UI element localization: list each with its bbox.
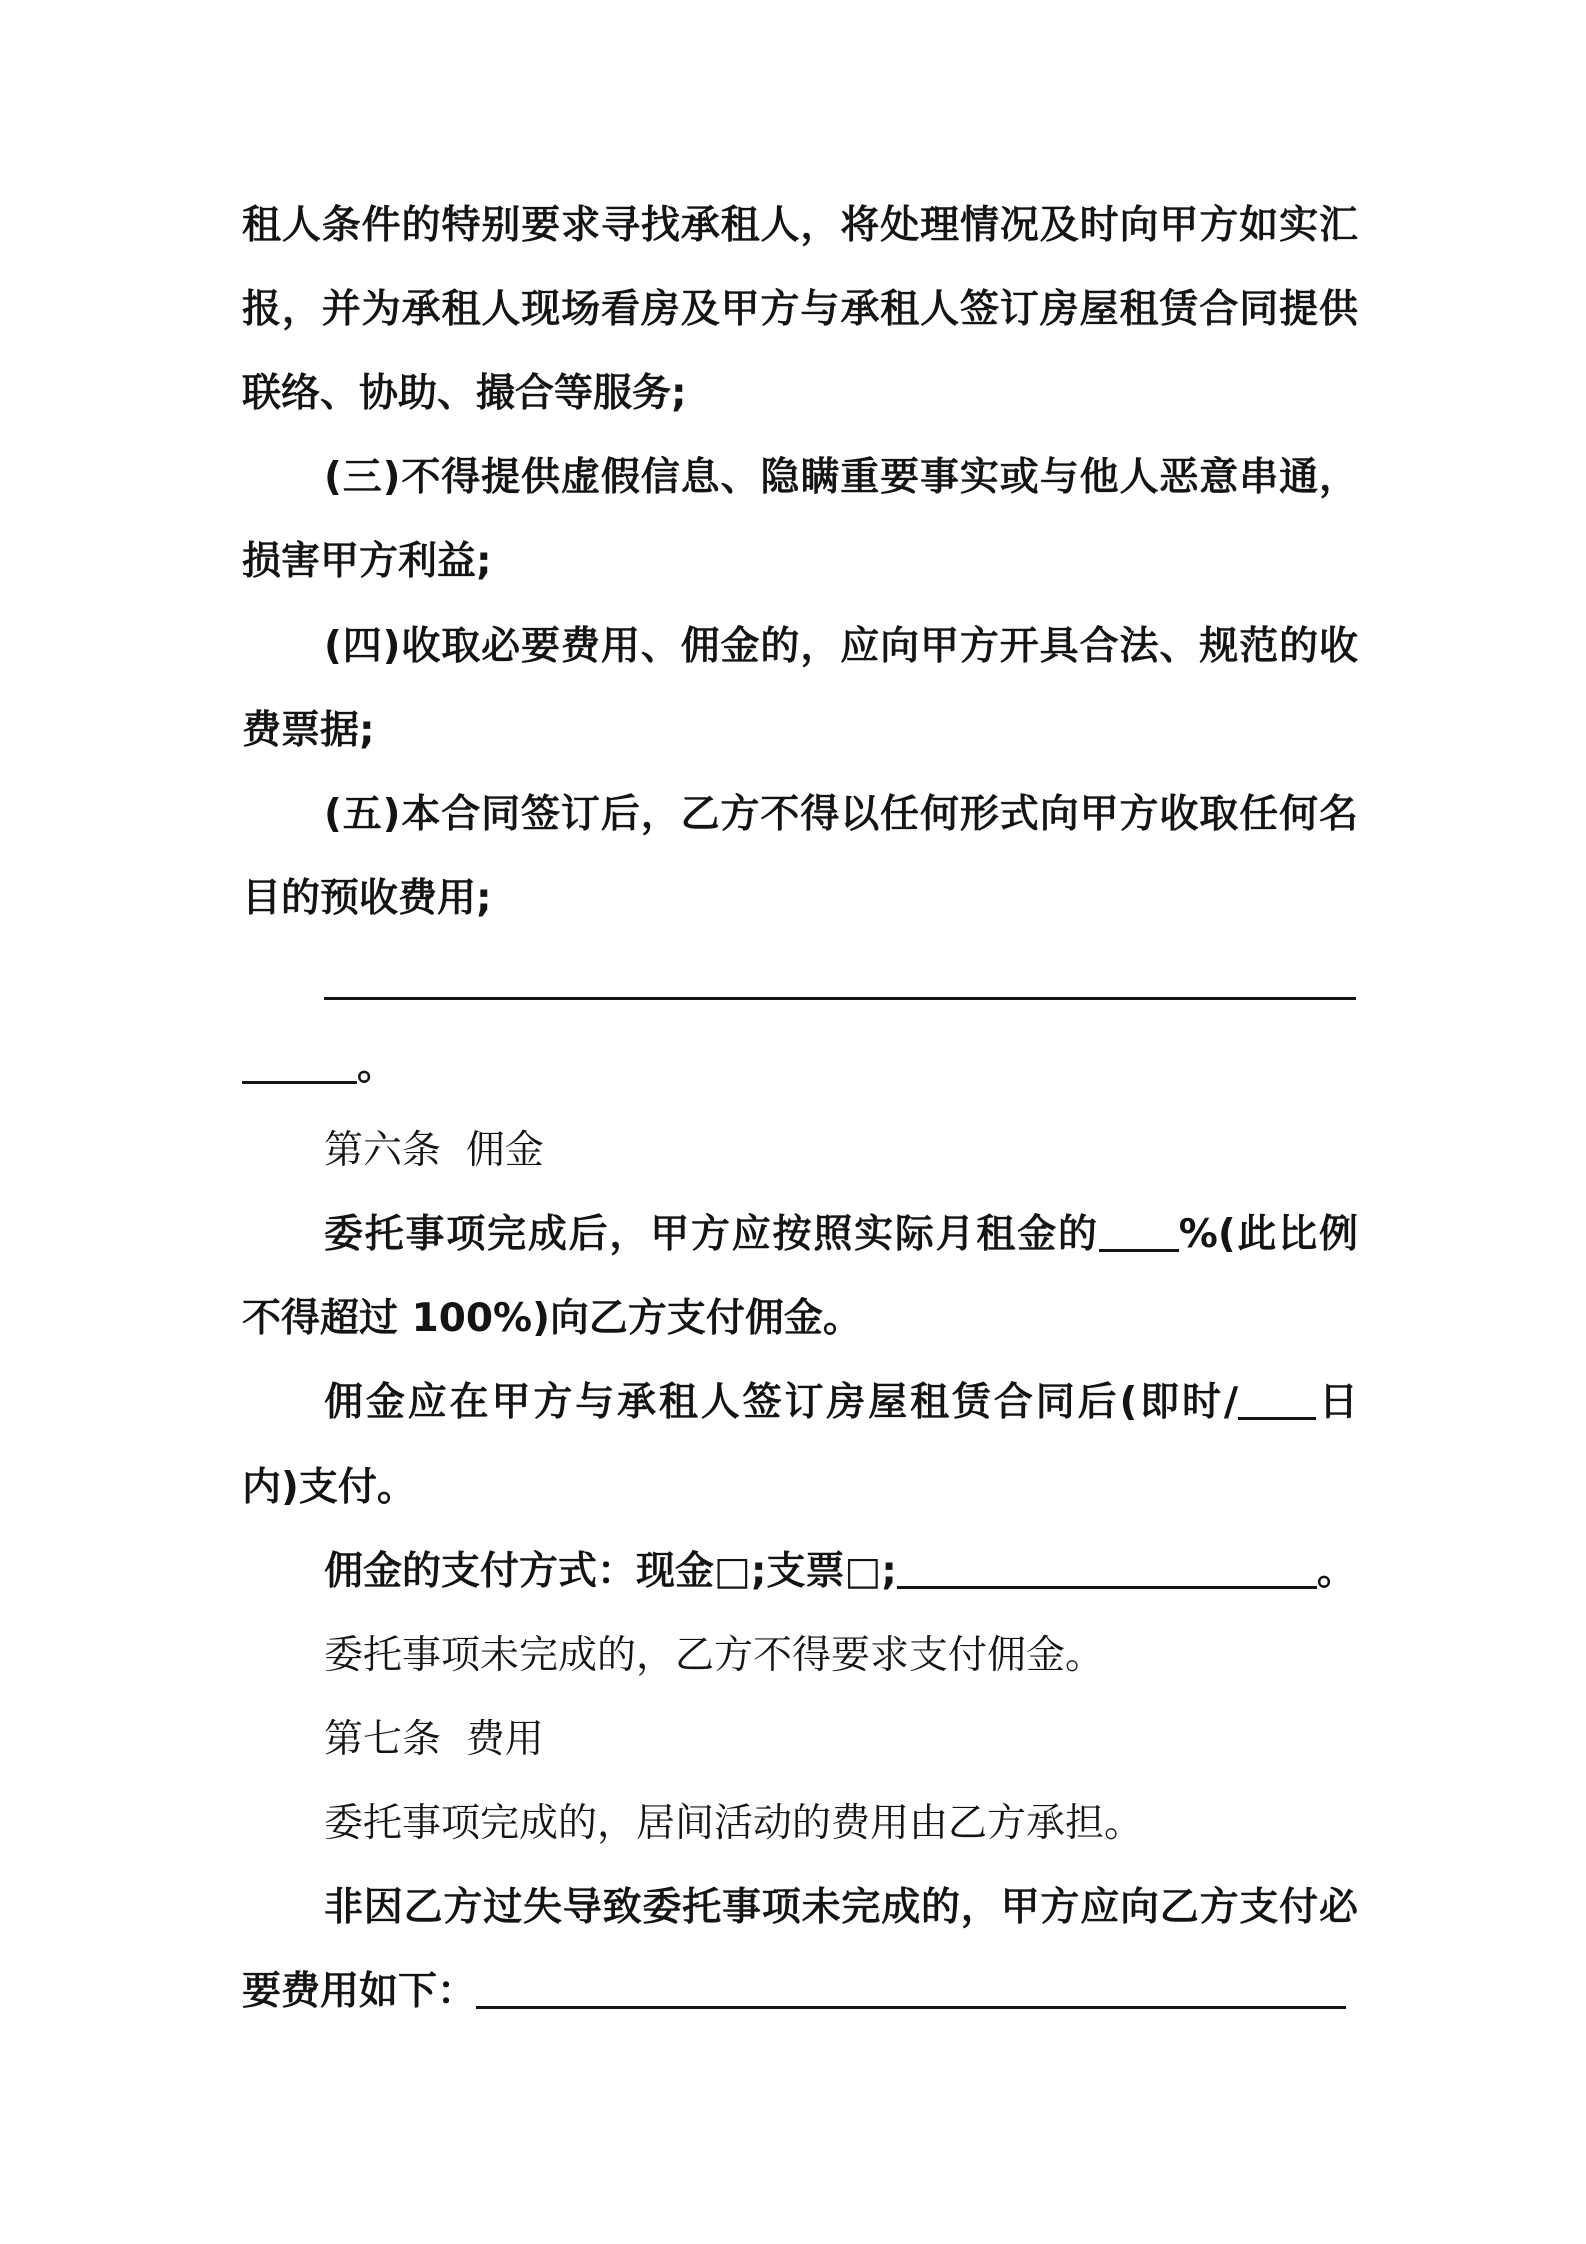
clause-5-item-2-line-1: 租人条件的特别要求寻找承租人，将处理情况及时向甲方如实汇	[242, 203, 1358, 248]
article-6-rate-line-2: 不得超过 100%)向乙方支付佣金。	[242, 1296, 862, 1341]
clause-5-item-4-line-1: (四)收取必要费用、佣金的，应向甲方开具合法、规范的收	[324, 624, 1358, 669]
article-7-not-completed-line-2	[242, 1950, 1358, 2034]
article-6-timing-line-1	[324, 1361, 1358, 1445]
clause-5-item-4-line-2: 费票据;	[242, 708, 375, 753]
clause-5-item-2-line-2: 报，并为承租人现场看房及甲方与承租人签订房屋租赁合同提供	[242, 287, 1358, 332]
timing-text-before: 佣金应在甲方与承租人签订房屋租赁合同后(即时/	[324, 1380, 1239, 1425]
article-7-not-completed-line-1: 非因乙方过失导致委托事项未完成的，甲方应向乙方支付必	[324, 1885, 1358, 1930]
article-6-incomplete-line: 委托事项未完成的，乙方不得要求支付佣金。	[324, 1633, 1105, 1678]
clause-5-item-5-line-2: 目的预收费用;	[242, 876, 492, 921]
rate-percent-blank	[1099, 1248, 1179, 1252]
payment-method-blank	[897, 1585, 1317, 1589]
clause-5-item-3-line-1: (三)不得提供虚假信息、隐瞒重要事实或与他人恶意串通，	[324, 455, 1358, 500]
article-6-timing-line-2: 内)支付。	[242, 1465, 416, 1510]
article-6-rate-line-1	[324, 1193, 1358, 1277]
fill-in-blank	[242, 1080, 357, 1084]
clause-5-item-6-blank-line	[324, 941, 1358, 1025]
clause-5-item-3-line-2: 损害甲方利益;	[242, 539, 492, 584]
payment-method-text: 佣金的支付方式：现金□;支票□;	[324, 1549, 897, 1594]
rate-text-before: 委托事项完成后，甲方应按照实际月租金的	[324, 1212, 1099, 1257]
clause-5-item-2-line-3: 联络、协助、撮合等服务;	[242, 371, 687, 416]
timing-days-blank	[1238, 1416, 1316, 1420]
expenses-text: 要费用如下：	[242, 1969, 477, 2014]
article-7-completed-line: 委托事项完成的，居间活动的费用由乙方承担。	[324, 1801, 1144, 1846]
article-6-heading: 第六条 佣金	[324, 1128, 544, 1173]
fill-in-blank	[324, 996, 1356, 1000]
article-6-payment-method-line	[324, 1530, 1358, 1614]
clause-5-item-5-line-1: (五)本合同签订后，乙方不得以任何形式向甲方收取任何名	[324, 792, 1358, 837]
timing-text-after: 日	[1316, 1380, 1358, 1425]
period-mark: 。	[1316, 1549, 1356, 1594]
article-7-heading: 第七条 费用	[324, 1717, 544, 1762]
rate-text-after: %(此比例	[1178, 1212, 1358, 1257]
clause-5-item-6-end-line	[242, 1025, 1358, 1109]
expenses-blank	[476, 2005, 1346, 2009]
period-mark: 。	[357, 1044, 397, 1089]
